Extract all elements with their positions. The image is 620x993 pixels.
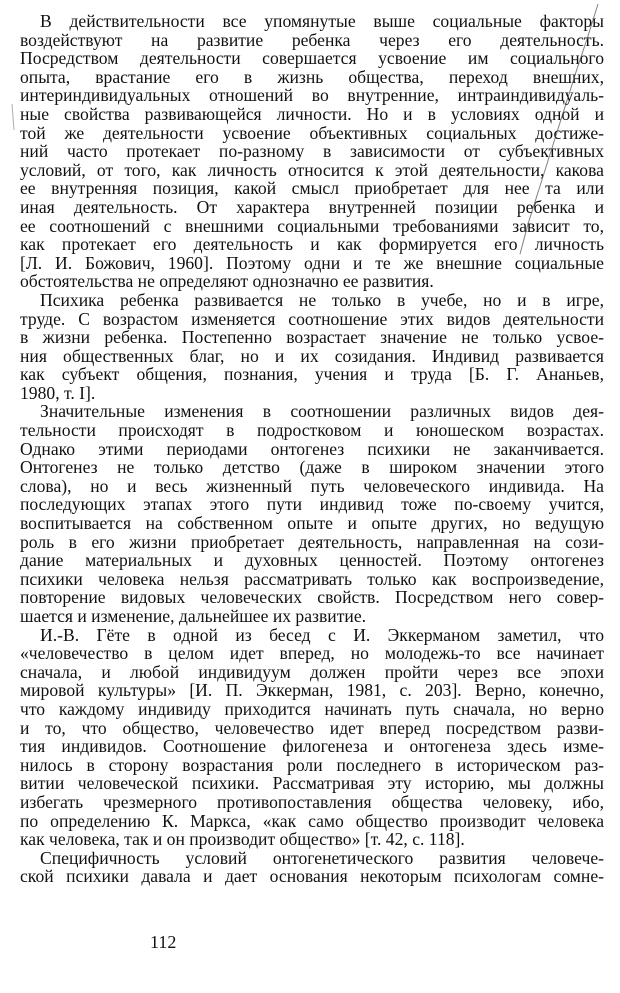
text-line: сначала, и любой индивидуум должен пройти через все эпохи xyxy=(20,661,604,682)
text-line: ния общественных благ, но и их созидания. Индивид развивается xyxy=(20,345,604,366)
text-line: и то, что общество, человечество идет вперед посредством разви- xyxy=(20,717,604,738)
text-line: опыта, врастание его в жизнь общества, переход внешних, xyxy=(20,66,604,87)
text-line: Посредством деятельности совершается усвоение им социального xyxy=(20,48,604,69)
text-line: избегать чрезмерного противопоставления общества человеку, ибо, xyxy=(20,791,604,812)
text-line: как субъект общения, познания, учения и труда [Б. Г. Ананьев, xyxy=(20,364,604,385)
text-line: ные свойства развивающейся личности. Но и в условиях одной и xyxy=(20,103,604,124)
text-line: интериндивидуальных отношений во внутренние, интраиндивидуаль- xyxy=(20,85,604,106)
text-line: воспитывается на собственном опыте и опыте других, но ведущую xyxy=(20,513,604,534)
text-line: В действительности все упомянутые выше социальные факторы xyxy=(40,11,604,31)
pencil-tick-margin xyxy=(2,100,22,140)
text-line: И.-В. Гёте в одной из бесед с И. Эккерманом заметил, что xyxy=(40,624,604,645)
text-line: повторение видовых человеческих свойств. Посредством него совер- xyxy=(20,587,604,608)
text-line: что каждому индивиду приходится начинать путь сначала, но верно xyxy=(20,698,604,719)
text-line: тия индивидов. Соотношение филогенеза и онтогенеза здесь изме- xyxy=(20,736,604,757)
text-line: ее соотношений с внешними социальными требованиями зависит то, xyxy=(20,215,604,236)
text-line: 1980, т. I]. xyxy=(20,382,96,403)
text-line: воздействуют на развитие ребенка через его деятельность. xyxy=(20,29,604,50)
text-line: психики человека нельзя рассматривать только как воспроизведение, xyxy=(20,568,604,589)
text-line: Однако этими периодами онтогенез психики не заканчивается. xyxy=(20,438,604,459)
text-line: [Л. И. Божович, 1960]. Поэтому одни и те же внешние социальные xyxy=(20,252,604,273)
page-number: 112 xyxy=(150,932,177,952)
text-line: по определению К. Маркса, «как само общество производит человека xyxy=(20,810,604,831)
text-line: условий, от того, как личность относится к этой деятельности, какова xyxy=(20,159,604,180)
text-line: шается и изменение, дальнейшее их развитие. xyxy=(20,606,367,626)
text-line: слова), но и весь жизненный путь человеческого индивида. На xyxy=(20,475,604,496)
text-line: Психика ребенка развивается не только в учебе, но и в игре, xyxy=(40,289,604,310)
text-line: последующих этапах этого пути индивид тоже по-своему учится, xyxy=(20,494,604,515)
text-line: мировой культуры» [И. П. Эккерман, 1981, с. 203]. Верно, конечно, xyxy=(20,680,604,701)
text-line: роль в его жизни приобретает деятельность, направленная на сози- xyxy=(20,531,604,552)
text-line: тельности происходят в подростковом и юношеском возрастах. xyxy=(20,420,604,441)
text-line: обстоятельства не определяют однозначно ее развития. xyxy=(20,271,434,292)
text-line: Значительные изменения в соотношении различных видов дея- xyxy=(40,401,604,422)
text-line: Онтогенез не только детство (даже в широком значении этого xyxy=(20,457,604,478)
body-text xyxy=(20,12,604,886)
text-line: как протекает его деятельность и как формируется его личность xyxy=(20,234,604,255)
text-line: нилось в сторону возрастания роли последнего в историческом раз- xyxy=(20,754,604,775)
text-line: витии человеческой психики. Рассматривая эту историю, мы должны xyxy=(20,773,604,794)
text-line: той же деятельности усвоение объективных социальных достиже- xyxy=(20,122,604,143)
text-line: ее внутренняя позиция, какой смысл приобретает для нее та или xyxy=(20,178,604,199)
text-line: труде. С возрастом изменяется соотношение этих видов деятельности xyxy=(20,308,604,329)
text-line: Специфичность условий онтогенетического развития человече- xyxy=(40,847,604,868)
text-line: дание материальных и духовных ценностей. Поэтому онтогенез xyxy=(20,550,604,571)
text-line: «человечество в целом идет вперед, но молодежь-то все начинает xyxy=(20,643,604,664)
text-line: ской психики давала и дает основания некоторым психологам сомне- xyxy=(20,866,604,887)
text-line: ний часто протекает по-разному в зависимости от субъективных xyxy=(20,141,604,162)
text-line: иная деятельность. От характера внутренней позиции ребенка и xyxy=(20,196,604,217)
text-line: в жизни ребенка. Постепенно возрастает значение не только усвое- xyxy=(20,327,604,348)
text-line: как человека, так и он производит общество» [т. 42, с. 118]. xyxy=(20,829,465,850)
